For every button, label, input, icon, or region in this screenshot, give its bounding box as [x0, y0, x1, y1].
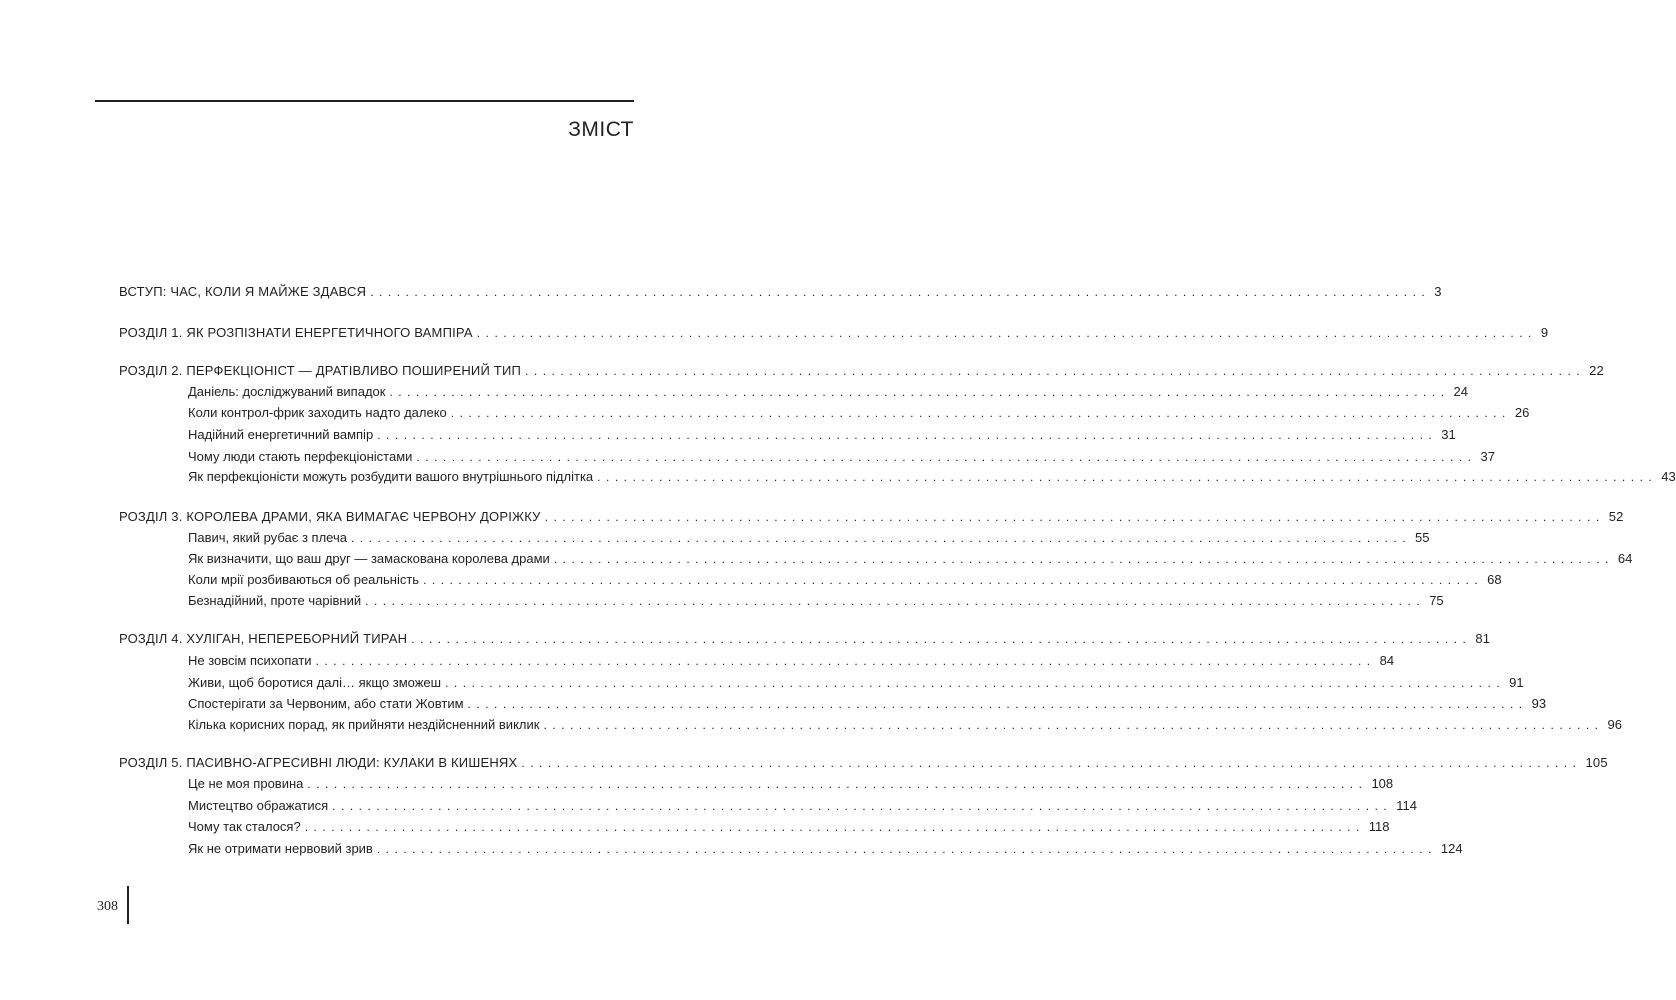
- toc-entry-title: Як не отримати нервовий зрив: [188, 841, 373, 856]
- toc-entry-page: 108: [1371, 776, 1394, 791]
- toc-section-entry: [188, 818, 1390, 836]
- toc-section-entry: [188, 468, 1676, 486]
- dot-leader: ........................................................................................................................: [450, 406, 1511, 420]
- toc-entry-title: Спостерігати за Червоним, або стати Жовтим: [188, 696, 464, 711]
- page-number: 308: [97, 899, 118, 914]
- dot-leader: ........................................................................................................................: [543, 718, 1604, 732]
- toc-entry-page: 9: [1540, 325, 1549, 340]
- toc-entry-page: 118: [1368, 819, 1390, 834]
- toc-section-entry: [188, 695, 1547, 713]
- page-title: ЗМІСТ: [568, 118, 634, 141]
- toc-section-entry: [188, 775, 1394, 793]
- dot-leader: ........................................................................................................................: [389, 385, 1450, 399]
- toc-entry-title: Надійний енергетичний вампір: [188, 427, 374, 442]
- dot-leader: ........................................................................................................................: [525, 364, 1586, 378]
- toc-entry-title: РОЗДІЛ 4. ХУЛІГАН, НЕПЕРЕБОРНИЙ ТИРАН: [119, 631, 408, 646]
- toc-entry-page: 68: [1487, 572, 1502, 587]
- toc-entry-title: Як визначити, що ваш друг — замаскована королева драми: [188, 551, 550, 566]
- dot-leader: ........................................................................................................................: [411, 632, 1472, 646]
- toc-entry-page: 52: [1608, 509, 1624, 524]
- dot-leader: ........................................................................................................................: [370, 285, 1431, 299]
- dot-leader: ........................................................................................................................: [377, 428, 1438, 442]
- dot-leader: ........................................................................................................................: [350, 531, 1412, 545]
- toc-entry-page: 37: [1480, 449, 1495, 464]
- toc-section-entry: [188, 571, 1502, 589]
- toc-entry-page: 31: [1441, 427, 1456, 442]
- toc-entry-page: 84: [1379, 653, 1395, 668]
- toc-entry-page: 64: [1617, 551, 1633, 566]
- toc-entry-title: Чому так сталося?: [188, 819, 301, 834]
- dot-leader: ........................................................................................................................: [597, 470, 1658, 484]
- toc-entry-page: 43: [1661, 469, 1676, 484]
- toc-section-entry: [188, 716, 1622, 734]
- toc-entry-title: Даніель: досліджуваний випадок: [188, 384, 386, 399]
- toc-entry-page: 93: [1531, 696, 1547, 711]
- dot-leader: ........................................................................................................................: [544, 510, 1605, 524]
- toc-entry-page: 22: [1589, 363, 1604, 378]
- toc-entry-page: 114: [1396, 798, 1417, 813]
- toc-entry-title: Живи, щоб боротися далі… якщо зможеш: [188, 675, 442, 690]
- toc-entry-title: Коли мрії розбиваються об реальність: [188, 572, 420, 587]
- toc-section-entry: [188, 550, 1633, 568]
- toc-entry-title: Кілька корисних порад, як прийняти нездійсненний виклик: [188, 717, 540, 732]
- toc-entry-title: РОЗДІЛ 1. ЯК РОЗПІЗНАТИ ЕНЕРГЕТИЧНОГО ВАМПІРА: [119, 325, 473, 340]
- toc-chapter-entry: [119, 362, 1604, 380]
- toc-section-entry: [188, 674, 1524, 692]
- dot-leader: ........................................................................................................................: [423, 573, 1484, 587]
- dot-leader: ........................................................................................................................: [304, 820, 1365, 834]
- dot-leader: ........................................................................................................................: [332, 799, 1393, 813]
- dot-leader: ........................................................................................................................: [416, 450, 1477, 464]
- toc-entry-page: 75: [1429, 593, 1444, 608]
- toc-entry-page: 124: [1440, 841, 1463, 856]
- toc-entry-page: 3: [1434, 284, 1442, 299]
- toc-entry-title: Мистецтво ображатися: [188, 798, 329, 813]
- toc-section-entry: [188, 592, 1444, 610]
- toc-entry-title: РОЗДІЛ 5. ПАСИВНО-АГРЕСИВНІ ЛЮДИ: КУЛАКИ В КИШЕНЯХ: [119, 755, 518, 770]
- toc-section-entry: [188, 383, 1468, 401]
- toc-entry-page: 96: [1607, 717, 1622, 732]
- toc-entry-page: 55: [1415, 530, 1430, 545]
- toc-entry-title: РОЗДІЛ 2. ПЕРФЕКЦІОНІСТ — ДРАТІВЛИВО ПОШИРЕНИЙ ТИП: [119, 363, 522, 378]
- dot-leader: ........................................................................................................................: [315, 654, 1376, 668]
- toc-entry-title: ВСТУП: ЧАС, КОЛИ Я МАЙЖЕ ЗДАВСЯ: [119, 284, 367, 299]
- toc-entry-title: Це не моя провина: [188, 776, 304, 791]
- toc-section-entry: [188, 529, 1430, 547]
- toc-entry-page: 91: [1509, 675, 1524, 690]
- toc-chapter-entry: [119, 754, 1608, 772]
- toc-entry-title: Коли контрол-фрик заходить надто далеко: [188, 405, 447, 420]
- dot-leader: ........................................................................................................................: [521, 756, 1582, 770]
- toc-entry-page: 81: [1475, 631, 1491, 646]
- toc-section-entry: [188, 797, 1417, 815]
- toc-entry-page: 105: [1585, 755, 1608, 770]
- toc-entry-title: Безнадійний, проте чарівний: [188, 593, 362, 608]
- toc-entry-page: 26: [1514, 405, 1530, 420]
- folio-rule: [127, 886, 129, 924]
- toc-chapter-entry: [119, 283, 1442, 301]
- top-rule: [95, 100, 634, 102]
- dot-leader: ........................................................................................................................: [307, 777, 1368, 791]
- dot-leader: ........................................................................................................................: [445, 676, 1506, 690]
- toc-entry-title: Чому люди стають перфекціоністами: [188, 449, 413, 464]
- toc-chapter-entry: [119, 324, 1549, 342]
- dot-leader: ........................................................................................................................: [467, 697, 1528, 711]
- toc-section-entry: [188, 840, 1463, 858]
- dot-leader: ........................................................................................................................: [553, 552, 1614, 566]
- dot-leader: ........................................................................................................................: [365, 594, 1426, 608]
- toc-entry-page: 24: [1453, 384, 1468, 399]
- toc-entry-title: РОЗДІЛ 3. КОРОЛЕВА ДРАМИ, ЯКА ВИМАГАЄ ЧЕРВОНУ ДОРІЖКУ: [119, 509, 541, 524]
- toc-chapter-entry: [119, 508, 1624, 526]
- toc-entry-title: Не зовсім психопати: [188, 653, 312, 668]
- toc-section-entry: [188, 448, 1495, 466]
- toc-chapter-entry: [119, 630, 1491, 648]
- toc-section-entry: [188, 404, 1530, 422]
- toc-section-entry: [188, 652, 1395, 670]
- toc-section-entry: [188, 426, 1456, 444]
- dot-leader: ........................................................................................................................: [476, 326, 1537, 340]
- dot-leader: ........................................................................................................................: [376, 842, 1437, 856]
- toc-entry-title: Як перфекціоністи можуть розбудити вашого внутрішнього підлітка: [188, 469, 594, 484]
- toc-entry-title: Павич, який рубає з плеча: [188, 530, 347, 545]
